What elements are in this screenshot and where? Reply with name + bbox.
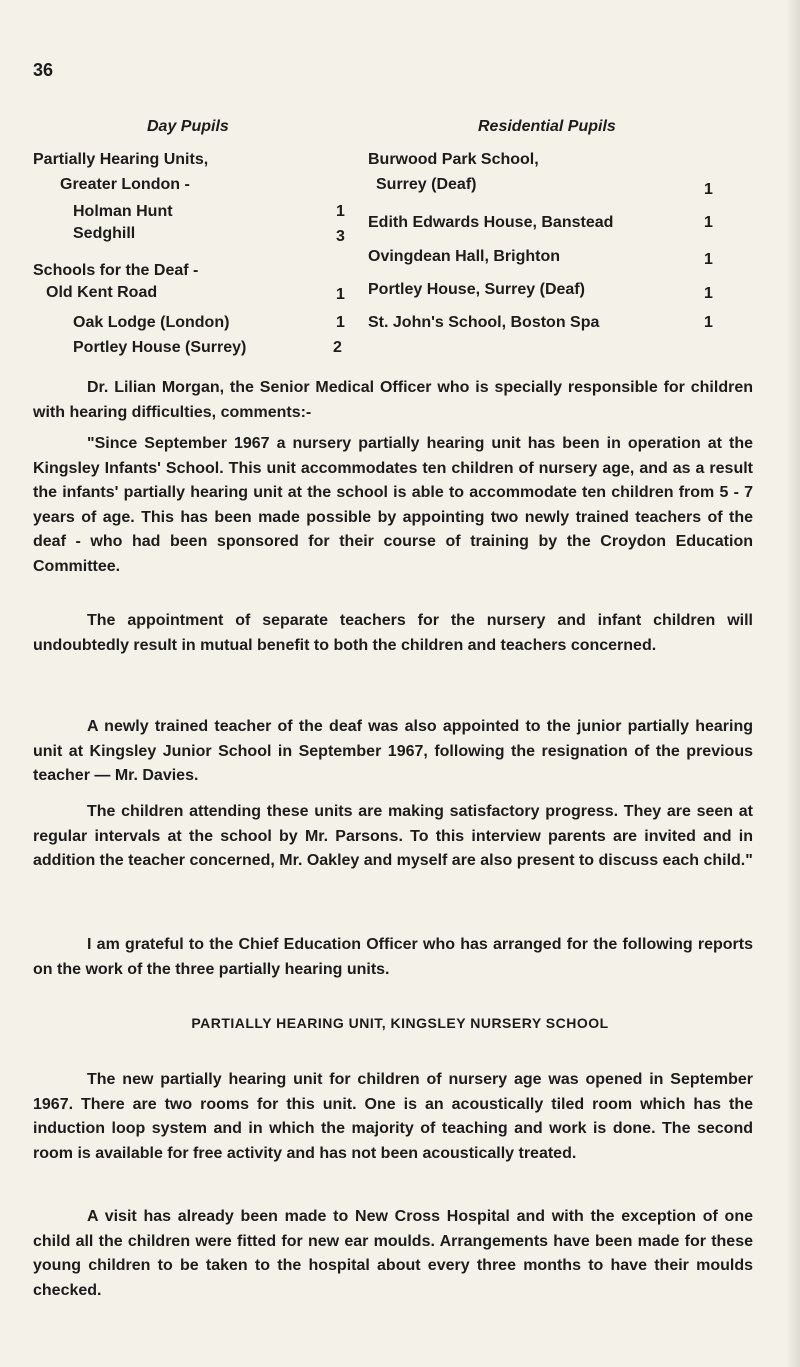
day-row-label: Sedghill — [73, 225, 136, 242]
residential-row-label: Edith Edwards House, Banstead — [368, 214, 614, 231]
residential-row-label: Surrey (Deaf) — [376, 176, 477, 193]
section-heading: PARTIALLY HEARING UNIT, KINGSLEY NURSERY SCHOOL — [191, 1015, 609, 1031]
day-row-count: 2 — [333, 339, 342, 356]
residential-pupils-heading: Residential Pupils — [478, 118, 616, 135]
body-paragraph: The children attending these units are making satisfactory progress. They are seen at regular intervals at the school by Mr. Parsons. To this interview parents are invited and in addition the teacher concerned, Mr. Oakley and myself are also present to discuss each child." — [33, 803, 753, 869]
residential-row-count: 1 — [704, 285, 713, 302]
day-row-label: Partially Hearing Units, — [33, 151, 209, 168]
day-row-count: 1 — [336, 286, 345, 303]
body-paragraph: The appointment of separate teachers for the nursery and infant children will undoubtedly result in mutual benefit to both the children and teachers concerned. — [33, 612, 753, 654]
residential-row-label: Ovingdean Hall, Brighton — [368, 248, 561, 265]
day-row-count: 1 — [336, 314, 345, 331]
page-number: 36 — [33, 60, 54, 80]
intro-paragraph: Dr. Lilian Morgan, the Senior Medical Officer who is specially responsible for children with hearing difficulties, comments:- — [33, 379, 753, 421]
day-row-label: Holman Hunt — [73, 203, 173, 220]
section-paragraph: A visit has already been made to New Cross Hospital and with the exception of one child all the children were fitted for new ear moulds. Arrangements have been made for these young children to be taken to the hospital about every three months to have their moulds checked. — [33, 1208, 753, 1299]
day-row-label: Oak Lodge (London) — [73, 314, 230, 331]
residential-row-count: 1 — [704, 214, 713, 231]
day-row-count: 3 — [336, 228, 345, 245]
body-paragraph: I am grateful to the Chief Education Officer who has arranged for the following reports on the work of the three partially hearing units. — [33, 936, 753, 978]
day-row-label: Old Kent Road — [46, 284, 158, 301]
day-row-label: Schools for the Deaf - — [33, 262, 199, 279]
quote-paragraph: "Since September 1967 a nursery partially hearing unit has been in operation at the Kingsley Infants' School. This unit accommodates ten children of nursery age, and as a result the infants' partially hearing unit at the school is able to accommodate ten children from 5 - 7 years of age. This has been made possible by appointing two newly trained teachers of the deaf - who had been sponsored for their course of training by the Croydon Education Committee. — [33, 435, 753, 575]
residential-row-count: 1 — [704, 251, 713, 268]
residential-row-label: Portley House, Surrey (Deaf) — [368, 281, 585, 298]
residential-row-count: 1 — [704, 181, 713, 198]
day-row-label: Portley House (Surrey) — [73, 339, 247, 356]
day-row-count: 1 — [336, 203, 345, 220]
residential-row-label: St. John's School, Boston Spa — [368, 314, 600, 331]
residential-row-label: Burwood Park School, — [368, 151, 539, 168]
residential-row-count: 1 — [704, 314, 713, 331]
day-pupils-heading: Day Pupils — [147, 118, 229, 135]
page-edge-shadow — [786, 0, 800, 1367]
body-paragraph: A newly trained teacher of the deaf was also appointed to the junior partially hearing unit at Kingsley Junior School in September 1967, following the resignation of the previous teacher — Mr. Davies. — [33, 718, 753, 784]
day-row-label: Greater London - — [60, 176, 190, 193]
section-paragraph: The new partially hearing unit for children of nursery age was opened in September 1967. There are two rooms for this unit. One is an acoustically tiled room which has the induction loop system and in which the majority of teaching and work is done. The second room is available for free activity and has not been acoustically treated. — [33, 1071, 753, 1162]
